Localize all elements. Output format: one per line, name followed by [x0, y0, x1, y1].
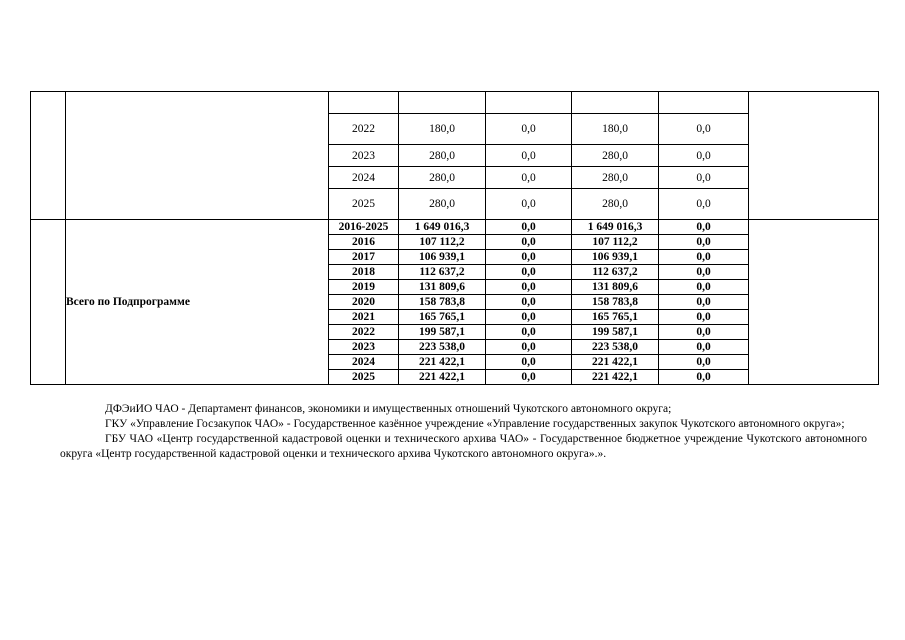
cell-okrug: 199 587,1: [572, 325, 659, 340]
cell-total: 1 649 016,3: [399, 220, 486, 235]
cell-year: 2017: [329, 250, 399, 265]
cell-total: [399, 92, 486, 114]
cell-year: 2018: [329, 265, 399, 280]
cell-okrug: 112 637,2: [572, 265, 659, 280]
cell-fed: 0,0: [486, 310, 572, 325]
cell-total: 112 637,2: [399, 265, 486, 280]
executor-cell: [749, 220, 879, 385]
cell-fed: 0,0: [486, 114, 572, 145]
executor-cell: [749, 92, 879, 220]
table-row: [31, 220, 879, 235]
cell-okrug: 223 538,0: [572, 340, 659, 355]
cell-okrug: 280,0: [572, 167, 659, 189]
cell-other: 0,0: [659, 250, 749, 265]
cell-other: 0,0: [659, 325, 749, 340]
cell-okrug: 131 809,6: [572, 280, 659, 295]
cell-okrug: 280,0: [572, 189, 659, 220]
cell-total: 221 422,1: [399, 370, 486, 385]
cell-total: 131 809,6: [399, 280, 486, 295]
cell-okrug: [572, 92, 659, 114]
cell-okrug: 280,0: [572, 145, 659, 167]
cell-year: 2019: [329, 280, 399, 295]
cell-year: [329, 92, 399, 114]
cell-total: 280,0: [399, 189, 486, 220]
cell-fed: 0,0: [486, 189, 572, 220]
note-paragraph: ГБУ ЧАО «Центр государственной кадастровой оценки и технического архива ЧАО» - Государственное бюджетное учреждение Чукотского автономного округа «Центр государственной кадастровой оценки и технического архива Чукотского автономного округа».».: [60, 433, 867, 460]
cell-year: 2016-2025: [329, 220, 399, 235]
cell-total: 280,0: [399, 145, 486, 167]
cell-other: [659, 92, 749, 114]
cell-total: 107 112,2: [399, 235, 486, 250]
cell-year: 2016: [329, 235, 399, 250]
cell-okrug: 1 649 016,3: [572, 220, 659, 235]
cell-total: 221 422,1: [399, 355, 486, 370]
cell-total: 180,0: [399, 114, 486, 145]
cell-other: 0,0: [659, 280, 749, 295]
cell-okrug: 221 422,1: [572, 370, 659, 385]
cell-total: 199 587,1: [399, 325, 486, 340]
cell-year: 2025: [329, 189, 399, 220]
cell-fed: 0,0: [486, 370, 572, 385]
cell-other: 0,0: [659, 310, 749, 325]
cell-fed: 0,0: [486, 167, 572, 189]
cell-year: 2023: [329, 145, 399, 167]
cell-other: 0,0: [659, 235, 749, 250]
cell-okrug: 107 112,2: [572, 235, 659, 250]
note-paragraph: ДФЭиИО ЧАО - Департамент финансов, экономики и имущественных отношений Чукотского автономного округа;: [105, 403, 672, 415]
cell-fed: 0,0: [486, 265, 572, 280]
cell-other: 0,0: [659, 295, 749, 310]
cell-other: 0,0: [659, 114, 749, 145]
cell-fed: 0,0: [486, 235, 572, 250]
cell-total: 106 939,1: [399, 250, 486, 265]
cell-year: 2024: [329, 167, 399, 189]
cell-total: 223 538,0: [399, 340, 486, 355]
cell-okrug: 106 939,1: [572, 250, 659, 265]
cell-year: 2025: [329, 370, 399, 385]
cell-fed: [486, 92, 572, 114]
cell-other: 0,0: [659, 355, 749, 370]
cell-total: 280,0: [399, 167, 486, 189]
cell-year: 2023: [329, 340, 399, 355]
cell-year: 2021: [329, 310, 399, 325]
cell-fed: 0,0: [486, 340, 572, 355]
cell-other: 0,0: [659, 145, 749, 167]
cell-fed: 0,0: [486, 220, 572, 235]
cell-fed: 0,0: [486, 355, 572, 370]
cell-year: 2022: [329, 114, 399, 145]
row-number-cell: [31, 92, 66, 220]
cell-other: 0,0: [659, 220, 749, 235]
cell-okrug: 221 422,1: [572, 355, 659, 370]
cell-year: 2020: [329, 295, 399, 310]
cell-total: 165 765,1: [399, 310, 486, 325]
row-number-cell: [31, 220, 66, 385]
cell-year: 2024: [329, 355, 399, 370]
cell-other: 0,0: [659, 370, 749, 385]
measure-name-cell: [66, 92, 329, 220]
cell-fed: 0,0: [486, 145, 572, 167]
cell-other: 0,0: [659, 265, 749, 280]
total-label: Всего по Подпрограмме: [66, 220, 329, 385]
cell-okrug: 165 765,1: [572, 310, 659, 325]
note-paragraph: ГКУ «Управление Госзакупок ЧАО» - Государственное казённое учреждение «Управление государственных закупок Чукотского автономного округа»;: [105, 418, 845, 430]
cell-other: 0,0: [659, 340, 749, 355]
cell-fed: 0,0: [486, 295, 572, 310]
financing-table: [30, 91, 879, 385]
cell-other: 0,0: [659, 167, 749, 189]
cell-total: 158 783,8: [399, 295, 486, 310]
cell-fed: 0,0: [486, 280, 572, 295]
cell-fed: 0,0: [486, 250, 572, 265]
abbreviation-notes: [60, 402, 867, 462]
cell-fed: 0,0: [486, 325, 572, 340]
table-row: [31, 92, 879, 114]
cell-other: 0,0: [659, 189, 749, 220]
cell-okrug: 158 783,8: [572, 295, 659, 310]
cell-year: 2022: [329, 325, 399, 340]
cell-okrug: 180,0: [572, 114, 659, 145]
